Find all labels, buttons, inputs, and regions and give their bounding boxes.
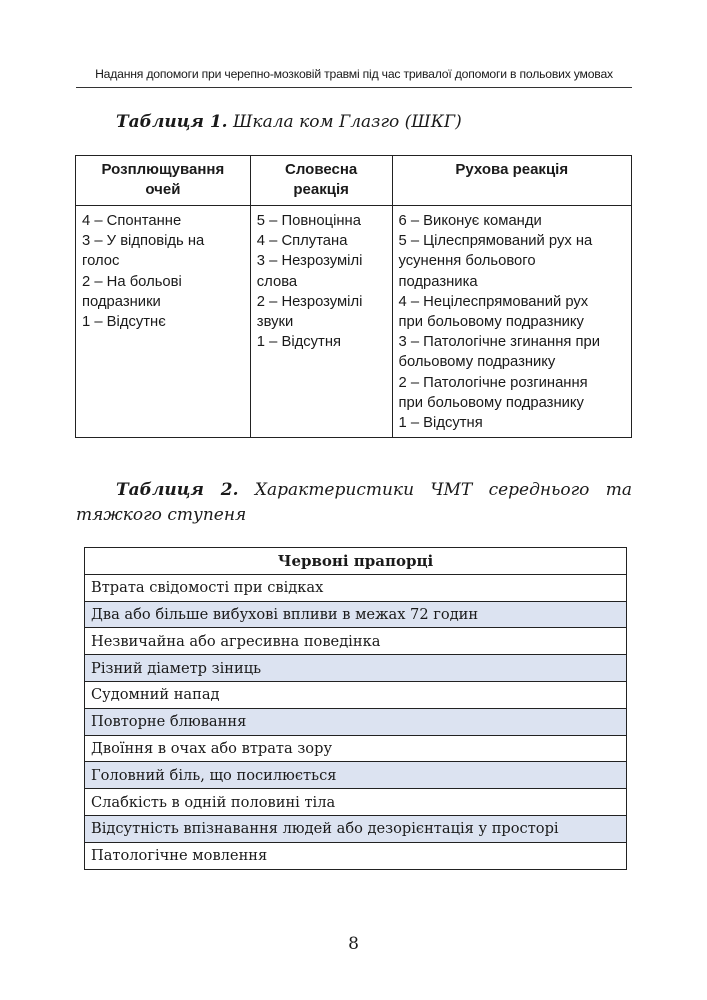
table-row	[85, 655, 627, 682]
motor-line: 2 – Патологічне розгинання	[398, 374, 588, 391]
verbal-line: 1 – Відсутня	[256, 334, 342, 351]
red-flag-item: Повторне блювання	[85, 708, 627, 735]
table-row	[85, 815, 627, 842]
table1-caption-text: Шкала ком Глазго (ШКГ)	[233, 112, 462, 132]
table1-cell-eyes	[76, 206, 251, 438]
table1-header-motor	[392, 156, 632, 206]
red-flag-item: Незвичайна або агресивна поведінка	[85, 628, 627, 655]
table-row	[85, 762, 627, 789]
table1-caption	[76, 110, 632, 135]
red-flag-item: Патологічне мовлення	[85, 842, 627, 869]
motor-line: больовому подразнику	[398, 354, 556, 371]
table1-header-row	[76, 156, 632, 206]
motor-line: 1 – Відсутня	[398, 415, 483, 432]
header-rule	[76, 87, 632, 88]
table2-caption-text: Характеристики ЧМТ середнього та тяжкого ступеня	[76, 480, 633, 525]
motor-line: 6 – Виконує команди	[398, 213, 542, 229]
table1-header-text: Словесна	[285, 161, 358, 178]
motor-line: при больовому подразнику	[398, 314, 584, 331]
eyes-line: 3 – У відповідь на	[82, 233, 205, 250]
table-row	[85, 601, 627, 628]
table-row	[85, 735, 627, 762]
red-flag-item: Два або більше вибухові впливи в межах 72 годин	[85, 601, 627, 628]
verbal-line: 2 – Незрозумілі	[256, 293, 363, 310]
eyes-line: 2 – На больові	[82, 273, 182, 290]
verbal-line: 4 – Сплутана	[256, 233, 348, 250]
table2-caption-number: Таблиця 2.	[116, 480, 239, 500]
table1-cell-motor	[392, 206, 632, 438]
table1-header-eyes	[76, 156, 251, 206]
table2-header-row	[85, 548, 627, 575]
table2-caption	[76, 478, 632, 528]
eyes-line: 1 – Відсутнє	[82, 314, 166, 331]
eyes-line: подразники	[82, 293, 161, 310]
red-flag-item: Головний біль, що посилюється	[85, 762, 627, 789]
red-flag-item: Відсутність впізнавання людей або дезорієнтація у просторі	[85, 815, 627, 842]
running-header: Надання допомоги при черепно-мозковій травмі під час тривалої допомоги в польових умовах	[95, 67, 613, 81]
verbal-line: 5 – Повноцінна	[256, 213, 361, 229]
motor-line: 5 – Цілеспрямований рух на	[398, 233, 593, 250]
verbal-line: слова	[256, 273, 298, 290]
motor-line: при больовому подразнику	[398, 394, 584, 411]
table-row	[85, 708, 627, 735]
eyes-line: 4 – Спонтанне	[82, 213, 182, 229]
verbal-line: 3 – Незрозумілі	[256, 253, 363, 270]
red-flag-item: Судомний напад	[85, 681, 627, 708]
motor-line: подразника	[398, 273, 478, 290]
table1-caption-number: Таблиця 1.	[116, 112, 228, 132]
red-flag-item: Двоїння в очах або втрата зору	[85, 735, 627, 762]
table-row	[85, 842, 627, 869]
table-row	[85, 574, 627, 601]
table-row	[85, 681, 627, 708]
verbal-line: звуки	[256, 314, 294, 331]
table-row	[85, 628, 627, 655]
motor-line: 4 – Нецілеспрямований рух	[398, 293, 589, 310]
table1-header-text: очей	[145, 181, 181, 198]
table2-header: Червоні прапорці	[85, 548, 627, 575]
table1-body-row	[76, 206, 632, 438]
eyes-line: голос	[82, 253, 120, 270]
motor-line: 3 – Патологічне згинання при	[398, 334, 600, 351]
page-number: 8	[348, 934, 359, 954]
table1-header-text: Розплющування	[101, 161, 225, 178]
motor-line: усунення больового	[398, 253, 536, 270]
table1-header-text: Рухова реакція	[455, 161, 569, 178]
table1-header-text: реакція	[293, 181, 349, 198]
table-row	[85, 789, 627, 816]
red-flag-item: Слабкість в одній половині тіла	[85, 789, 627, 816]
table1-header-verbal	[250, 156, 392, 206]
red-flag-item: Втрата свідомості при свідках	[85, 574, 627, 601]
glasgow-coma-scale-table	[75, 155, 632, 438]
table1-cell-verbal	[250, 206, 392, 438]
red-flag-item: Різний діаметр зіниць	[85, 655, 627, 682]
red-flags-table	[84, 547, 627, 870]
